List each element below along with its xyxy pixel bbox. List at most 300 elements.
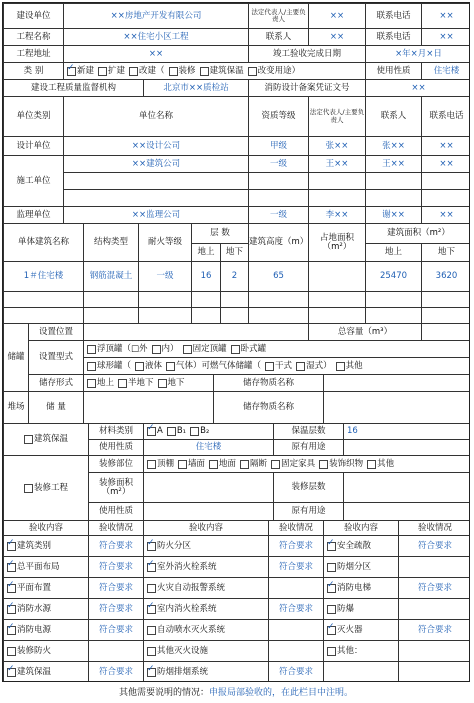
acceptance-header: 验收内容 <box>323 520 399 536</box>
acceptance-result: 符合要求 <box>88 598 144 620</box>
units-header: 联系电话 <box>421 96 470 137</box>
decoration-part-option-label: 隔断 <box>250 458 268 469</box>
yard-material-value <box>323 391 470 424</box>
units-header: 单位名称 <box>63 96 249 137</box>
tank-type-option-label: 气体）可燃气体储罐（ <box>176 360 262 371</box>
building-area_below: 3620 <box>421 261 470 292</box>
decoration-part-checkbox[interactable] <box>271 460 280 469</box>
tank-type-option[interactable] <box>231 345 267 354</box>
decoration-part-option[interactable] <box>147 460 174 469</box>
insulation-material-option-label: A <box>157 426 163 437</box>
structure-header: 结构类型 <box>83 223 139 262</box>
tank-type-option[interactable] <box>87 362 131 371</box>
blank-cell <box>191 307 221 324</box>
acceptance-result <box>398 640 470 662</box>
tank-form-option[interactable] <box>158 379 185 388</box>
tank-material-value <box>323 374 470 392</box>
construction-unit-phone: ×× <box>421 155 470 173</box>
acceptance-item-label: 防火分区 <box>157 540 192 551</box>
acceptance-item-label: 灭火器 <box>337 624 363 635</box>
tank-form-checkbox[interactable] <box>118 379 127 388</box>
acceptance-checkbox[interactable] <box>7 605 16 614</box>
insulation-layers-value: 16 <box>343 423 470 440</box>
blank-cell <box>308 172 366 190</box>
usage-value: 住宅楼 <box>421 62 470 80</box>
legal-rep-label: 法定代表人/主要负责人 <box>248 3 309 29</box>
acceptance-result: 符合要求 <box>268 661 324 682</box>
category-options <box>63 62 366 80</box>
footer-text: 申报局部验收的，在此栏目中注明。 <box>209 688 354 698</box>
decoration-parts-label: 装修部位 <box>88 455 144 473</box>
usage-label: 使用性质 <box>365 62 422 80</box>
contact-phone-2-label: 联系电话 <box>365 28 422 46</box>
acceptance-header: 验收情况 <box>268 520 324 536</box>
category-checkbox[interactable] <box>169 67 178 76</box>
tank-location-value <box>83 323 309 341</box>
supervisor-unit-phone: ×× <box>421 206 470 224</box>
blank-cell <box>308 307 366 324</box>
acceptance-checkbox[interactable] <box>7 647 16 656</box>
tank-type-options-2 <box>83 357 470 375</box>
supervision-label: 建设工程质量监督机构 <box>3 79 144 97</box>
supervisor-unit-contact: 谢×× <box>365 206 422 224</box>
blank-cell <box>308 189 366 207</box>
tank-form-checkbox[interactable] <box>158 379 167 388</box>
tank-type-checkbox[interactable] <box>183 345 192 354</box>
tank-form-checkbox[interactable] <box>87 379 96 388</box>
decoration-part-checkbox[interactable] <box>240 460 249 469</box>
tank-material-label: 储存物质名称 <box>213 374 324 392</box>
building-below: 2 <box>220 261 249 292</box>
category-option[interactable] <box>67 67 94 76</box>
acceptance-checkbox[interactable] <box>147 605 156 614</box>
project-address-label: 工程地址 <box>3 45 64 63</box>
acceptance-item <box>143 640 269 662</box>
blank-cell <box>365 291 422 308</box>
tank-type-checkbox[interactable] <box>87 345 96 354</box>
supervisor-unit-name: ××监理公司 <box>63 206 249 224</box>
insulation-orig-value <box>343 439 470 456</box>
blank-cell <box>63 172 249 190</box>
tank-type-option-label: 干式 <box>275 360 293 371</box>
height-header: 建筑高度（m） <box>248 223 309 262</box>
tank-form-label: 储存形式 <box>28 374 84 392</box>
tank-type-option[interactable] <box>296 362 332 371</box>
acceptance-item <box>143 619 269 641</box>
acceptance-item-label: 火灾自动报警系统 <box>157 582 226 593</box>
blank-cell <box>248 307 309 324</box>
decoration-part-checkbox[interactable] <box>367 460 376 469</box>
acceptance-checkbox[interactable] <box>327 584 336 593</box>
construction-unit-contact: 王×× <box>365 155 422 173</box>
acceptance-result <box>268 577 324 599</box>
acceptance-result: 符合要求 <box>398 619 470 641</box>
category-checkbox[interactable] <box>248 67 257 76</box>
acceptance-item-label: 装修防火 <box>17 645 52 656</box>
tank-type-option-label: 液体 <box>145 360 163 371</box>
decoration-part-option[interactable] <box>240 460 267 469</box>
acceptance-item-label: 安全疏散 <box>337 540 372 551</box>
decoration-use-label: 使用性质 <box>88 502 144 521</box>
decoration-label-text: 装修工程 <box>33 482 68 493</box>
decoration-floors-value <box>343 472 470 503</box>
tank-type-checkbox[interactable] <box>231 345 240 354</box>
acceptance-result <box>398 661 470 682</box>
decoration-part-option[interactable] <box>367 460 394 469</box>
tank-type-checkbox[interactable] <box>152 345 161 354</box>
acceptance-item-label: 其他： <box>337 645 363 656</box>
category-option-label: 建筑保温 <box>209 65 244 76</box>
blank-cell <box>308 291 366 308</box>
tank-type-option[interactable] <box>166 362 261 371</box>
tank-type-checkbox[interactable] <box>265 362 274 371</box>
category-option-label: 新建 <box>77 65 95 76</box>
project-address-value: ×× <box>63 45 249 63</box>
decoration-area-label: 装修面积（m²） <box>88 472 144 503</box>
units-header: 资质等级 <box>248 96 309 137</box>
acceptance-checkbox[interactable] <box>147 668 156 677</box>
tank-capacity-value <box>421 323 470 341</box>
acceptance-result: 符合要求 <box>268 556 324 578</box>
blank-cell <box>220 291 249 308</box>
acceptance-header: 验收内容 <box>143 520 269 536</box>
acceptance-item-label: 防烟排烟系统 <box>157 666 209 677</box>
blank-cell <box>365 307 422 324</box>
decoration-parts <box>143 455 470 473</box>
category-option-label: 扩建 <box>108 65 126 76</box>
decoration-orig-label: 原有用途 <box>273 502 344 521</box>
tank-type-option-label: 内） <box>161 343 179 354</box>
fire-rating-header: 耐火等级 <box>138 223 192 262</box>
category-option[interactable] <box>169 67 196 76</box>
acceptance-item-label: 其他灭火设施 <box>157 645 209 656</box>
area-below-header: 地下 <box>421 243 470 262</box>
completion-date-label: 竣工验收完成日期 <box>248 45 366 63</box>
blank-cell <box>3 307 84 324</box>
blank-cell <box>220 307 249 324</box>
yard-material-label: 储存物质名称 <box>213 391 324 424</box>
acceptance-checkbox[interactable] <box>147 563 156 572</box>
category-checkbox[interactable] <box>129 67 138 76</box>
construction-unit-grade: 一级 <box>248 155 309 173</box>
acceptance-result <box>268 619 324 641</box>
acceptance-item-label: 室内消火栓系统 <box>157 603 217 614</box>
acceptance-result: 符合要求 <box>88 535 144 557</box>
acceptance-item <box>3 640 89 662</box>
blank-cell <box>83 291 139 308</box>
insulation-checkbox[interactable] <box>24 435 33 444</box>
design-unit-rep: 张×× <box>308 136 366 156</box>
acceptance-item <box>143 598 269 620</box>
tank-form-option-label: 地上 <box>97 377 115 388</box>
building-name: 1＃住宅楼 <box>3 261 84 292</box>
acceptance-result: 符合要求 <box>88 661 144 682</box>
acceptance-item-label: 消防水源 <box>17 603 52 614</box>
tank-type-option-label: 其他 <box>345 360 363 371</box>
insulation-material-checkbox[interactable] <box>167 427 176 436</box>
category-checkbox[interactable] <box>67 67 76 76</box>
design-unit-grade: 甲级 <box>248 136 309 156</box>
insulation-material-checkbox[interactable] <box>190 427 199 436</box>
acceptance-item <box>3 598 89 620</box>
building-footprint <box>308 261 366 292</box>
design-unit-contact: 张×× <box>365 136 422 156</box>
insulation-material-option-label: B₂ <box>200 426 210 437</box>
acceptance-checkbox[interactable] <box>327 563 336 572</box>
area-above-header: 地上 <box>365 243 422 262</box>
decoration-checkbox[interactable] <box>24 484 33 493</box>
category-option[interactable] <box>129 67 165 76</box>
tank-type-option[interactable] <box>87 345 148 354</box>
acceptance-item <box>143 556 269 578</box>
tank-type-checkbox[interactable] <box>336 362 345 371</box>
acceptance-item-label: 建筑类别 <box>17 540 52 551</box>
category-checkbox[interactable] <box>200 67 209 76</box>
acceptance-item <box>143 661 269 682</box>
acceptance-item-label: 消防电源 <box>17 624 52 635</box>
acceptance-result <box>268 640 324 662</box>
insulation-label-text: 建筑保温 <box>33 434 68 445</box>
acceptance-item <box>323 640 399 662</box>
tank-form-options <box>83 374 214 392</box>
insulation-use-value: 住宅楼 <box>143 439 274 456</box>
building-name-header: 单体建筑名称 <box>3 223 84 262</box>
tank-type-checkbox[interactable] <box>166 362 175 371</box>
decoration-part-checkbox[interactable] <box>209 460 218 469</box>
design-unit-label: 设计单位 <box>3 136 64 156</box>
tank-type-option-label: 卧式罐 <box>240 343 267 354</box>
footer-prefix: 其他需要说明的情况： <box>118 688 209 698</box>
insulation-material-option[interactable] <box>190 427 209 436</box>
acceptance-checkbox[interactable] <box>327 626 336 635</box>
floors-header: 层 数 <box>191 223 249 244</box>
units-header: 联系人 <box>365 96 422 137</box>
tank-type-option[interactable] <box>265 362 292 371</box>
building-fire_rating: 一级 <box>138 261 192 292</box>
units-header: 法定代表人/主要负责人 <box>308 96 366 137</box>
insulation-materials <box>143 423 274 440</box>
acceptance-item <box>323 598 399 620</box>
insulation-use-label: 使用性质 <box>88 439 144 456</box>
acceptance-checkbox[interactable] <box>7 584 16 593</box>
supervisor-unit-grade: 一级 <box>248 206 309 224</box>
category-label: 类 别 <box>3 62 64 80</box>
yard-volume-value <box>83 391 214 424</box>
blank-cell <box>421 291 470 308</box>
blank-cell <box>63 189 249 207</box>
acceptance-item <box>143 535 269 557</box>
insulation-orig-label: 原有用途 <box>273 439 344 456</box>
acceptance-result: 符合要求 <box>268 598 324 620</box>
decoration-part-option-label: 顶棚 <box>157 458 175 469</box>
acceptance-result: 符合要求 <box>88 556 144 578</box>
acceptance-item <box>323 619 399 641</box>
building-structure: 钢筋混凝土 <box>83 261 139 292</box>
tank-type-label: 设置型式 <box>28 340 84 375</box>
construction-unit-label: 建设单位 <box>3 3 64 29</box>
contact-phone-value: ×× <box>421 3 470 29</box>
acceptance-result: 符合要求 <box>398 577 470 599</box>
decoration-part-option-label: 装饰织物 <box>329 458 364 469</box>
acceptance-checkbox[interactable] <box>7 626 16 635</box>
acceptance-checkbox[interactable] <box>7 542 16 551</box>
acceptance-item-label: 防烟分区 <box>337 561 372 572</box>
acceptance-header: 验收情况 <box>88 520 144 536</box>
acceptance-item-label: 消防电梯 <box>337 582 372 593</box>
blank-cell <box>421 307 470 324</box>
decoration-area-value <box>143 472 274 503</box>
acceptance-checkbox[interactable] <box>7 563 16 572</box>
tank-group-label: 储罐 <box>3 323 29 392</box>
blank-cell <box>248 189 309 207</box>
acceptance-checkbox[interactable] <box>7 668 16 677</box>
acceptance-item <box>143 577 269 599</box>
tank-type-option-label: 湿式） <box>306 360 332 371</box>
tank-type-option-label: 浮顶罐（□外 <box>97 343 148 354</box>
category-option-label: 改建（ <box>139 65 165 76</box>
building-above: 16 <box>191 261 221 292</box>
acceptance-item-label: 建筑保温 <box>17 666 52 677</box>
tank-type-option[interactable] <box>336 362 363 371</box>
footer-note <box>2 685 470 698</box>
tank-capacity-label: 总容量（m³） <box>308 323 422 341</box>
footprint-header: 占地面积（m²） <box>308 223 366 262</box>
supervisor-unit-rep: 李×× <box>308 206 366 224</box>
tank-type-checkbox[interactable] <box>135 362 144 371</box>
decoration-floors-label: 装修层数 <box>273 472 344 503</box>
insulation-layers-label: 保温层数 <box>273 423 344 440</box>
decoration-part-checkbox[interactable] <box>319 460 328 469</box>
category-option-label: 装修 <box>178 65 196 76</box>
decoration-part-checkbox[interactable] <box>178 460 187 469</box>
decoration-part-checkbox[interactable] <box>147 460 156 469</box>
acceptance-result: 符合要求 <box>268 535 324 557</box>
acceptance-item <box>323 535 399 557</box>
acceptance-item <box>3 619 89 641</box>
acceptance-item-label: 室外消火栓系统 <box>157 561 217 572</box>
contact-person-value: ×× <box>308 28 366 46</box>
tank-form-option-label: 地下 <box>167 377 185 388</box>
design-unit-name: ××设计公司 <box>63 136 249 156</box>
insulation-material-option[interactable] <box>167 427 186 436</box>
blank-cell <box>3 291 84 308</box>
tank-type-checkbox[interactable] <box>296 362 305 371</box>
tank-form-option[interactable] <box>87 379 114 388</box>
legal-rep-value: ×× <box>308 3 366 29</box>
acceptance-checkbox[interactable] <box>327 605 336 614</box>
decoration-use-value <box>143 502 274 521</box>
contact-phone-label: 联系电话 <box>365 3 422 29</box>
decoration-part-option-label: 其他 <box>377 458 395 469</box>
tank-type-option-label: 球形罐（ <box>97 360 132 371</box>
category-option[interactable] <box>200 67 244 76</box>
acceptance-checkbox[interactable] <box>147 647 156 656</box>
acceptance-result <box>398 556 470 578</box>
acceptance-checkbox[interactable] <box>327 542 336 551</box>
area-header: 建筑面积（m²） <box>365 223 470 244</box>
decoration-part-option[interactable] <box>209 460 236 469</box>
category-checkbox[interactable] <box>98 67 107 76</box>
tank-type-option[interactable] <box>183 345 227 354</box>
tank-form-option[interactable] <box>118 379 154 388</box>
acceptance-checkbox[interactable] <box>147 626 156 635</box>
insulation-material-checkbox[interactable] <box>147 427 156 436</box>
blank-cell <box>365 189 422 207</box>
blank-cell <box>138 307 192 324</box>
acceptance-form <box>2 2 470 682</box>
decoration-part-option[interactable] <box>271 460 315 469</box>
decoration-part-option-label: 固定家具 <box>281 458 316 469</box>
tank-type-option[interactable] <box>135 362 162 371</box>
construction-unit-value: ××房地产开发有限公司 <box>63 3 249 29</box>
blank-cell <box>365 172 422 190</box>
construction-unit-label: 施工单位 <box>3 155 64 207</box>
acceptance-item-label: 平面布置 <box>17 582 52 593</box>
completion-date-value: ×年×月×日 <box>365 45 470 63</box>
fire-filing-label: 消防设计备案凭证文号 <box>248 79 366 97</box>
acceptance-result: 符合要求 <box>88 577 144 599</box>
decoration-part-option-label: 墙面 <box>188 458 206 469</box>
contact-phone-2-value: ×× <box>421 28 470 46</box>
blank-cell <box>248 291 309 308</box>
building-height: 65 <box>248 261 309 292</box>
category-option[interactable] <box>98 67 125 76</box>
insulation-material-option[interactable] <box>147 427 163 436</box>
category-option[interactable] <box>248 67 301 76</box>
insulation-material-option-label: B₁ <box>176 426 187 437</box>
fire-filing-value: ×× <box>365 79 470 97</box>
project-name-value: ××住宅小区工程 <box>63 28 249 46</box>
acceptance-item <box>323 556 399 578</box>
decoration-part-option-label: 地面 <box>219 458 237 469</box>
project-name-label: 工程名称 <box>3 28 64 46</box>
acceptance-item <box>3 535 89 557</box>
blank-cell <box>421 172 470 190</box>
decoration-label <box>3 455 89 521</box>
acceptance-result: 符合要求 <box>88 619 144 641</box>
units-header: 单位类别 <box>3 96 64 137</box>
tank-type-checkbox[interactable] <box>87 362 96 371</box>
yard-label: 堆场 <box>3 391 29 424</box>
building-area_above: 25470 <box>365 261 422 292</box>
acceptance-item-label: 总平面布局 <box>17 561 60 572</box>
decoration-part-option[interactable] <box>319 460 363 469</box>
contact-person-label: 联系人 <box>248 28 309 46</box>
supervisor-unit-label: 监理单位 <box>3 206 64 224</box>
supervision-value: 北京市××质检站 <box>143 79 249 97</box>
acceptance-result <box>398 598 470 620</box>
design-unit-phone: ×× <box>421 136 470 156</box>
blank-cell <box>191 291 221 308</box>
tank-type-option-label: 固定顶罐 <box>192 343 227 354</box>
tank-location-label: 设置位置 <box>28 323 84 341</box>
acceptance-item <box>323 577 399 599</box>
blank-cell <box>248 172 309 190</box>
acceptance-checkbox[interactable] <box>147 584 156 593</box>
acceptance-item <box>3 661 89 682</box>
floors-below-header: 地下 <box>220 243 249 262</box>
acceptance-checkbox[interactable] <box>147 542 156 551</box>
decoration-part-option[interactable] <box>178 460 205 469</box>
acceptance-item <box>3 577 89 599</box>
tank-type-option[interactable] <box>152 345 179 354</box>
construction-unit-rep: 王×× <box>308 155 366 173</box>
category-option-label: 改变用途） <box>257 65 301 76</box>
acceptance-checkbox[interactable] <box>327 647 336 656</box>
yard-volume-label: 储 量 <box>28 391 84 424</box>
acceptance-item <box>3 556 89 578</box>
acceptance-result <box>88 640 144 662</box>
